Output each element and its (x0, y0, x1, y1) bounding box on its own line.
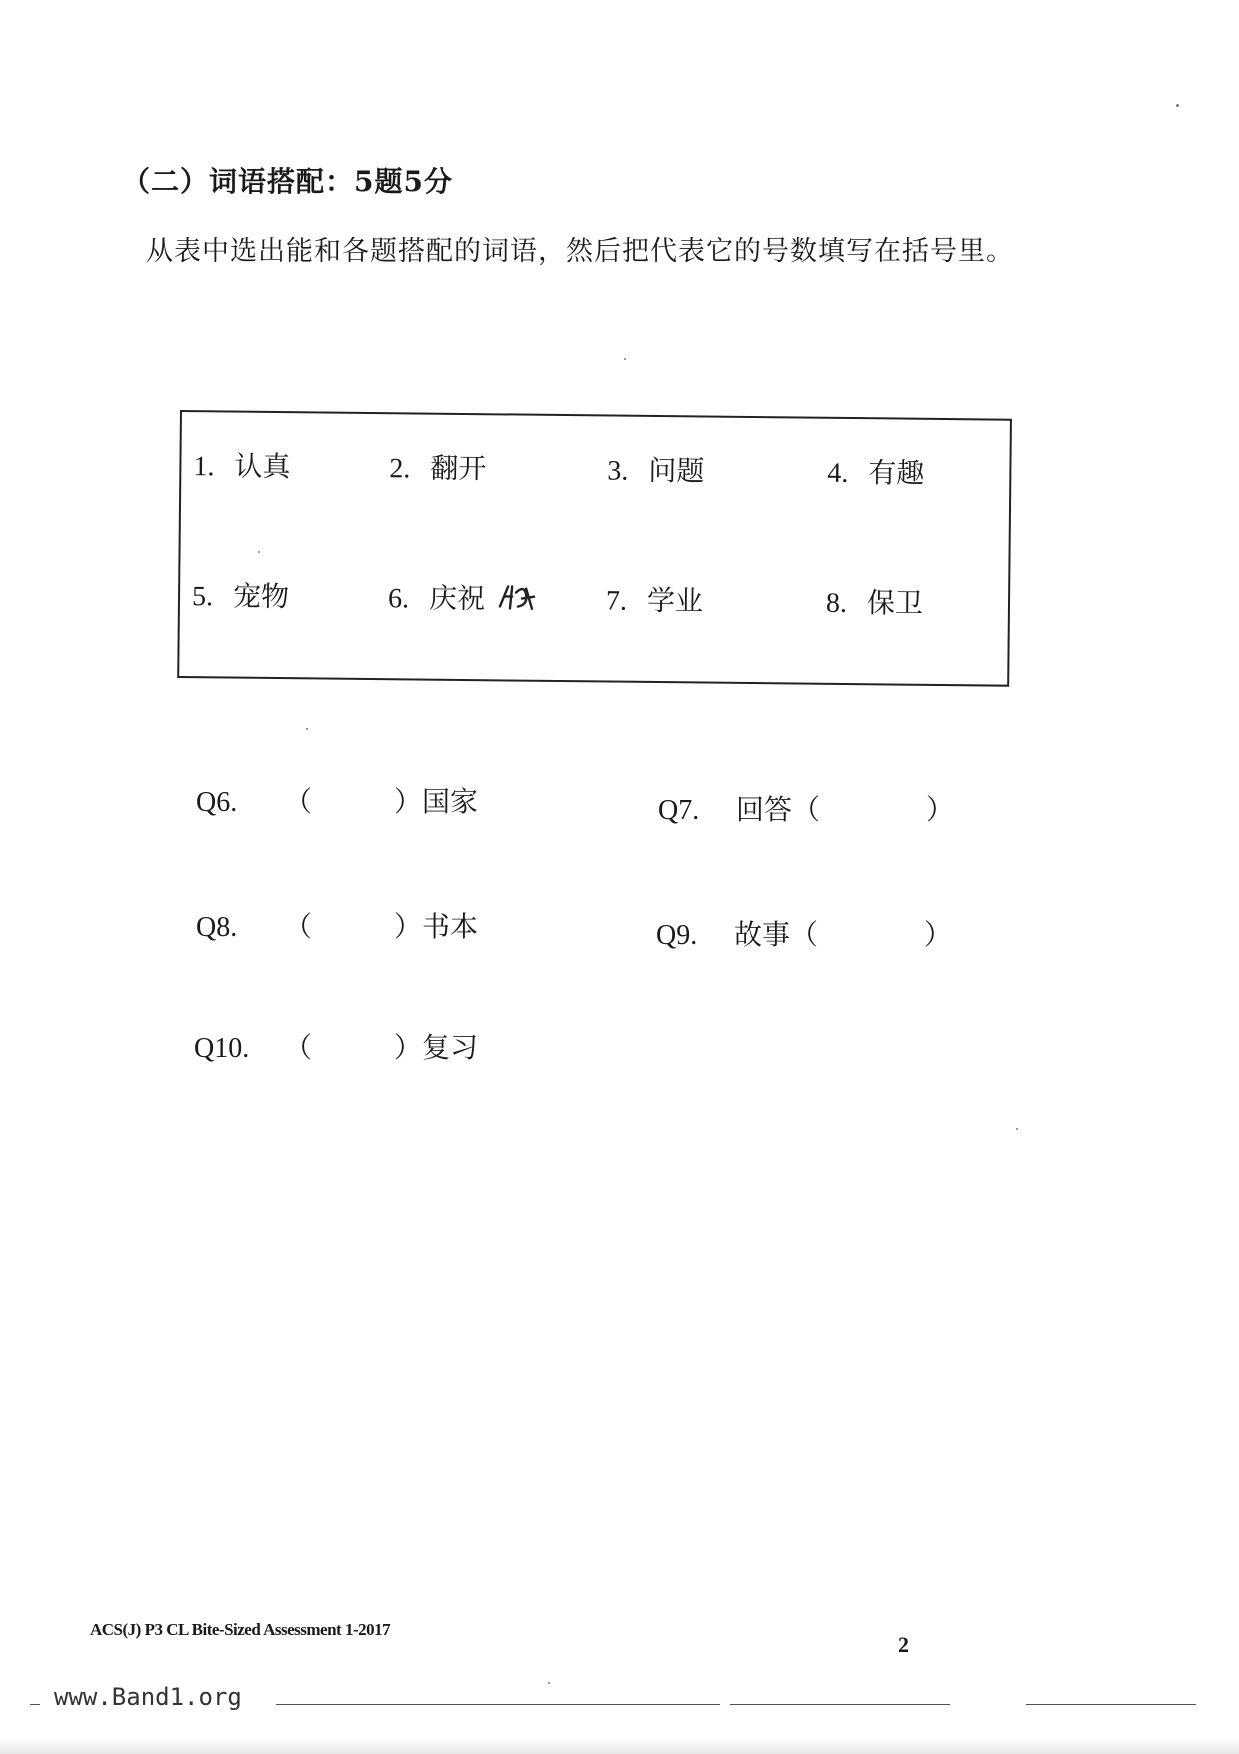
footer-rule (30, 1704, 40, 1705)
footer-rule (1026, 1704, 1196, 1705)
word-bank-word: 庆祝 (428, 581, 486, 616)
page-number: 2 (898, 1632, 909, 1657)
word-bank-word: 宠物 (232, 579, 290, 614)
question-suffix: ） (926, 793, 955, 826)
scan-speck (258, 551, 260, 553)
word-bank-number: 2. (389, 453, 411, 485)
word-bank-item (192, 574, 289, 615)
scan-speck (548, 1682, 550, 1684)
question-q7 (658, 788, 954, 828)
handwritten-scribble-icon (496, 580, 536, 614)
footer-rule (730, 1704, 950, 1705)
word-bank-item (389, 446, 486, 487)
scan-speck (1016, 1128, 1018, 1130)
answer-blank-open[interactable]: 故事（ (734, 918, 819, 951)
scan-edge-shadow (0, 1738, 1239, 1754)
word-bank-word: 认真 (234, 449, 291, 484)
word-bank-word: 有趣 (868, 456, 925, 490)
question-suffix: ）书本 (394, 910, 479, 943)
section-title: （二）词语搭配：5题5分 (122, 165, 453, 198)
word-bank-item (827, 451, 924, 492)
question-q8 (196, 905, 478, 945)
section-instructions: 从表中选出能和各题搭配的词语，然后把代表它的号数填写在括号里。 (146, 236, 1014, 267)
answer-blank-open[interactable]: （ (284, 1031, 313, 1064)
question-q9 (656, 913, 952, 953)
word-bank-number: 3. (607, 455, 629, 487)
word-bank-box (177, 410, 1012, 687)
scan-speck (624, 358, 626, 360)
question-label: Q7. (658, 795, 700, 826)
word-bank-item (607, 448, 704, 489)
word-bank-item (826, 581, 923, 622)
footer-rule (276, 1704, 720, 1705)
question-suffix: ） (924, 918, 953, 951)
word-bank-number: 5. (191, 581, 214, 613)
word-bank-item (388, 576, 536, 618)
word-bank-number: 4. (827, 457, 849, 490)
answer-blank-open[interactable]: （ (284, 910, 313, 943)
word-bank-item (606, 578, 703, 619)
question-label: Q8. (196, 912, 238, 943)
question-label: Q10. (194, 1033, 250, 1064)
question-suffix: ）复习 (394, 1031, 479, 1064)
answer-blank-open[interactable]: 回答（ (736, 793, 821, 826)
footer-assessment-title: ACS(J) P3 CL Bite-Sized Assessment 1-2017 (90, 1620, 391, 1639)
word-bank-item (193, 444, 290, 485)
scan-speck (306, 728, 308, 730)
word-bank-number: 8. (825, 587, 848, 619)
word-bank-word: 问题 (648, 453, 705, 488)
word-bank-number: 7. (605, 585, 628, 617)
question-label: Q6. (196, 787, 238, 818)
word-bank-number: 6. (387, 583, 410, 615)
question-suffix: ）国家 (394, 785, 479, 818)
question-q6 (196, 780, 478, 820)
word-bank-number: 1. (193, 451, 215, 483)
word-bank-word: 翻开 (430, 451, 487, 486)
answer-blank-open[interactable]: （ (284, 785, 313, 818)
word-bank-word: 学业 (646, 583, 704, 618)
watermark-url[interactable]: www.Band1.org (54, 1683, 242, 1711)
question-label: Q9. (656, 920, 698, 951)
word-bank-word: 保卫 (866, 586, 924, 620)
question-q10 (194, 1026, 478, 1066)
scan-speck (1176, 104, 1179, 107)
